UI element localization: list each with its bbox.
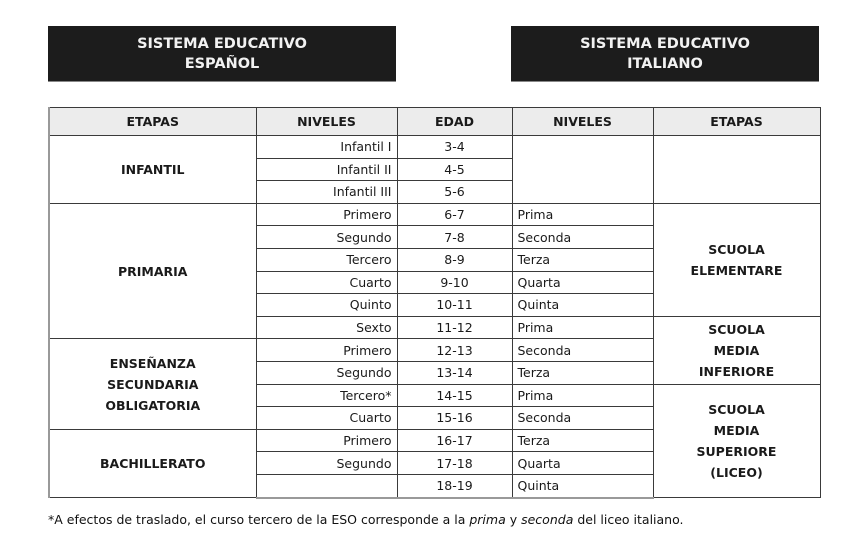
nivel-es: Segundo xyxy=(256,226,397,249)
nivel-it: Quinta xyxy=(512,474,653,497)
stage-label: SECUNDARIA xyxy=(107,376,199,392)
stage-scuola-media-inferiore xyxy=(653,316,820,384)
stage-label: ELEMENTARE xyxy=(690,262,783,278)
edad: 7-8 xyxy=(397,226,512,249)
stage-label: PRIMARIA xyxy=(117,263,188,279)
stage-primaria xyxy=(49,203,256,339)
edad: 18-19 xyxy=(397,474,512,497)
edad: 10-11 xyxy=(397,294,512,317)
nivel-es: Cuarto xyxy=(256,407,397,430)
stage-label: MEDIA xyxy=(713,422,760,438)
stage-label: INFERIORE xyxy=(698,363,775,379)
footnote-text: *A efectos de traslado, el curso tercero de la ESO corresponde a la xyxy=(48,512,470,527)
nivel-es: Infantil III xyxy=(256,181,397,204)
nivel-es: Infantil II xyxy=(256,158,397,181)
spanish-system-title xyxy=(48,26,396,82)
nivel-it: Seconda xyxy=(512,226,653,249)
table-header-row xyxy=(49,108,820,136)
header-niveles-es: NIVELES xyxy=(256,108,397,136)
nivel-es: Tercero* xyxy=(256,384,397,407)
edad: 16-17 xyxy=(397,429,512,452)
edad: 13-14 xyxy=(397,361,512,384)
edad: 12-13 xyxy=(397,339,512,362)
nivel-es: Infantil I xyxy=(256,136,397,159)
edad: 17-18 xyxy=(397,452,512,475)
edad: 15-16 xyxy=(397,407,512,430)
edad: 11-12 xyxy=(397,316,512,339)
footnote-emphasis: seconda xyxy=(521,512,574,527)
nivel-es: Primero xyxy=(256,339,397,362)
nivel-es: Quinto xyxy=(256,294,397,317)
nivel-es: Primero xyxy=(256,429,397,452)
table-row xyxy=(49,203,820,226)
nivel-es: Tercero xyxy=(256,248,397,271)
nivel-it: Prima xyxy=(512,384,653,407)
stage-label: SCUOLA xyxy=(708,241,765,257)
nivel-it-empty xyxy=(512,136,653,204)
header-etapas-es: ETAPAS xyxy=(49,108,256,136)
stage-label: SUPERIORE xyxy=(696,443,777,459)
stage-label: BACHILLERATO xyxy=(100,455,206,471)
edad: 14-15 xyxy=(397,384,512,407)
header-edad: EDAD xyxy=(397,108,512,136)
nivel-es: Sexto xyxy=(256,316,397,339)
nivel-it: Seconda xyxy=(512,407,653,430)
nivel-it: Seconda xyxy=(512,339,653,362)
nivel-es: Segundo xyxy=(256,452,397,475)
nivel-it: Quinta xyxy=(512,294,653,317)
stage-label: OBLIGATORIA xyxy=(105,397,201,413)
nivel-it: Prima xyxy=(512,203,653,226)
stage-scuola-media-superiore xyxy=(653,384,820,497)
italian-system-title xyxy=(511,26,819,82)
edad: 6-7 xyxy=(397,203,512,226)
stage-eso xyxy=(49,339,256,429)
title-line: SISTEMA EDUCATIVO xyxy=(137,35,307,52)
footnote xyxy=(48,512,684,527)
nivel-es: Primero xyxy=(256,203,397,226)
stage-infantil xyxy=(49,136,256,204)
title-line: ITALIANO xyxy=(627,55,703,72)
nivel-es: Segundo xyxy=(256,361,397,384)
nivel-es: Cuarto xyxy=(256,271,397,294)
stage-it-empty xyxy=(653,136,820,204)
stage-bachillerato xyxy=(49,429,256,497)
footnote-text: y xyxy=(505,512,522,527)
nivel-it: Terza xyxy=(512,429,653,452)
stage-label: MEDIA xyxy=(713,342,760,358)
nivel-it: Quarta xyxy=(512,271,653,294)
education-comparison-table xyxy=(48,107,821,499)
stage-scuola-elementare xyxy=(653,203,820,316)
stage-label: SCUOLA xyxy=(708,321,765,337)
edad: 8-9 xyxy=(397,248,512,271)
nivel-es xyxy=(256,474,397,497)
title-line: ESPAÑOL xyxy=(184,55,260,72)
nivel-it: Prima xyxy=(512,316,653,339)
stage-label: ENSEÑANZA xyxy=(109,355,196,371)
edad: 3-4 xyxy=(397,136,512,159)
stage-label: (LICEO) xyxy=(710,464,763,480)
stage-label: INFANTIL xyxy=(121,161,185,177)
title-line: SISTEMA EDUCATIVO xyxy=(580,35,750,52)
footnote-text: del liceo italiano. xyxy=(573,512,684,527)
edad: 5-6 xyxy=(397,181,512,204)
edad: 9-10 xyxy=(397,271,512,294)
nivel-it: Terza xyxy=(512,248,653,271)
header-niveles-it: NIVELES xyxy=(512,108,653,136)
edad: 4-5 xyxy=(397,158,512,181)
table-row xyxy=(49,136,820,159)
nivel-it: Terza xyxy=(512,361,653,384)
footnote-emphasis: prima xyxy=(469,512,506,527)
stage-label: SCUOLA xyxy=(708,401,765,417)
header-etapas-it: ETAPAS xyxy=(653,108,820,136)
nivel-it: Quarta xyxy=(512,452,653,475)
